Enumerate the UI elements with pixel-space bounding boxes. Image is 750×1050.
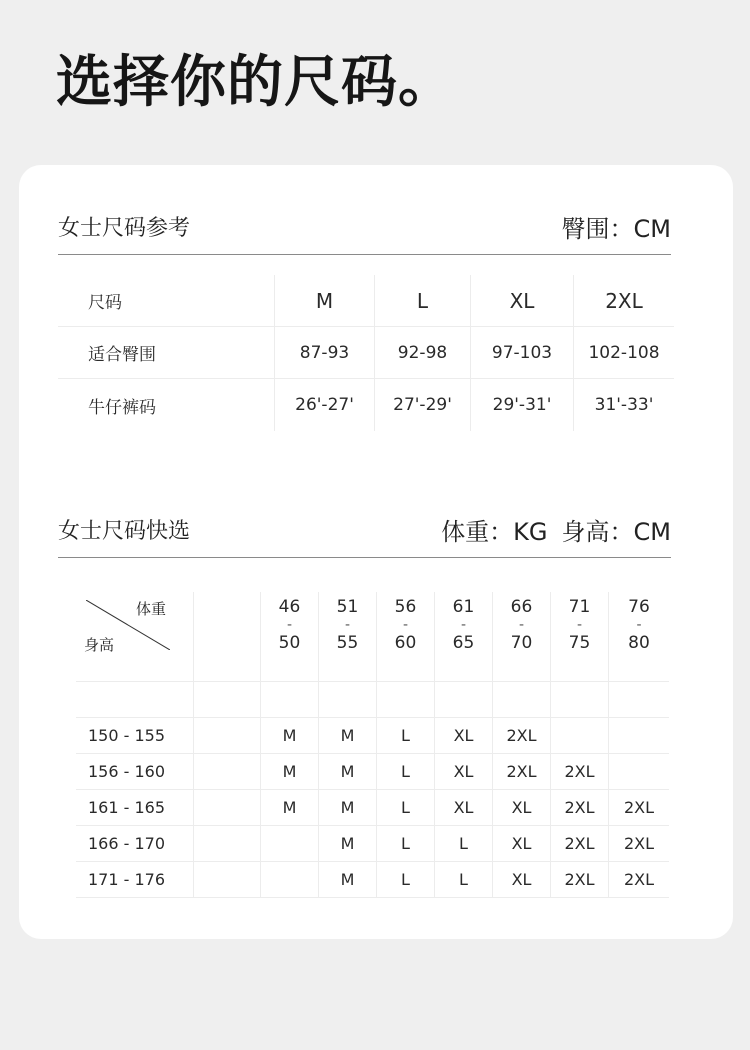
size-cell: XL (435, 718, 493, 753)
size-cell: M (319, 862, 377, 897)
corner-weight-label: 体重 (136, 600, 167, 618)
corner-cell (76, 592, 194, 681)
weight-header-cell: 46 - 50 (261, 592, 319, 681)
page-title: 选择你的尺码。 (56, 50, 455, 115)
height-range-cell: 156 - 160 (76, 754, 194, 789)
table-row (58, 379, 674, 431)
reference-title: 女士尺码参考 (58, 216, 191, 241)
weight-header-cell: 66 - 70 (493, 592, 551, 681)
header-cell: XL (471, 275, 574, 326)
header-cell: 2XL (605, 288, 643, 313)
height-range-cell: 150 - 155 (76, 718, 194, 753)
table-row (76, 790, 669, 826)
height-range-cell: 171 - 176 (76, 862, 194, 897)
size-cell: M (319, 826, 377, 861)
header-cell: 尺码 (58, 275, 275, 326)
size-cell: 2XL (623, 834, 655, 853)
spacer-cell (194, 754, 261, 789)
height-range-cell: 161 - 165 (76, 790, 194, 825)
size-cell (609, 718, 669, 753)
size-cell: L (377, 826, 435, 861)
spacer-cell (194, 862, 261, 897)
size-cell (261, 862, 319, 897)
size-cell: 2XL (493, 754, 551, 789)
quick-section-header (58, 518, 671, 558)
reference-header-row (58, 275, 674, 327)
spacer-cell (194, 718, 261, 753)
height-unit: 身高：CM (561, 518, 671, 546)
size-cell: M (261, 790, 319, 825)
size-cell (551, 718, 609, 753)
spacer-row (76, 682, 669, 718)
spacer-cell (194, 592, 261, 681)
size-cell (609, 754, 669, 789)
size-cell: XL (435, 790, 493, 825)
size-cell: M (319, 790, 377, 825)
size-cell: 2XL (551, 754, 609, 789)
reference-unit: 臀围：CM (561, 215, 671, 243)
weight-header-cell: 61 - 65 (435, 592, 493, 681)
quick-header-row (76, 592, 669, 682)
size-cell: L (377, 862, 435, 897)
table-row (76, 718, 669, 754)
table-cell: 31'-33' (594, 395, 654, 415)
weight-header-cell: 71 - 75 (551, 592, 609, 681)
table-row (58, 327, 674, 379)
spacer-cell (194, 826, 261, 861)
size-cell: XL (493, 826, 551, 861)
size-cell: XL (435, 754, 493, 789)
table-cell: 27'-29' (375, 379, 471, 431)
size-cell: 2XL (551, 862, 609, 897)
weight-unit: 体重：KG (441, 518, 548, 546)
size-cell: M (261, 754, 319, 789)
table-row (76, 754, 669, 790)
spacer-cell (194, 790, 261, 825)
size-cell: L (377, 718, 435, 753)
table-cell: 102-108 (588, 342, 660, 363)
quick-table (76, 592, 669, 898)
size-cell: 2XL (551, 826, 609, 861)
weight-header-cell: 56 - 60 (377, 592, 435, 681)
size-cell: M (261, 718, 319, 753)
table-row (76, 826, 669, 862)
size-cell (261, 826, 319, 861)
table-cell: 29'-31' (471, 379, 574, 431)
size-cell: L (435, 862, 493, 897)
size-cell: M (319, 718, 377, 753)
quick-unit (441, 512, 671, 547)
size-cell: XL (493, 790, 551, 825)
row-label: 适合臀围 (58, 327, 275, 378)
table-cell: 26'-27' (275, 379, 375, 431)
table-cell: 92-98 (375, 327, 471, 378)
size-cell: XL (493, 862, 551, 897)
table-cell: 97-103 (471, 327, 574, 378)
size-cell: 2XL (551, 790, 609, 825)
size-cell: M (319, 754, 377, 789)
size-cell: 2XL (493, 718, 551, 753)
size-cell: L (435, 826, 493, 861)
height-range-cell: 166 - 170 (76, 826, 194, 861)
reference-section-header (58, 215, 671, 255)
row-label: 牛仔裤码 (58, 379, 275, 431)
size-cell: 2XL (623, 870, 655, 889)
weight-header-cell: 51 - 55 (319, 592, 377, 681)
table-row (76, 862, 669, 898)
reference-table (58, 275, 674, 431)
weight-header-cell: 76 - 80 (628, 597, 650, 653)
size-cell: 2XL (623, 798, 655, 817)
quick-title: 女士尺码快选 (58, 519, 191, 544)
size-cell: L (377, 754, 435, 789)
size-cell: L (377, 790, 435, 825)
header-cell: L (375, 275, 471, 326)
table-cell: 87-93 (275, 327, 375, 378)
corner-height-label: 身高 (84, 636, 115, 654)
header-cell: M (275, 275, 375, 326)
